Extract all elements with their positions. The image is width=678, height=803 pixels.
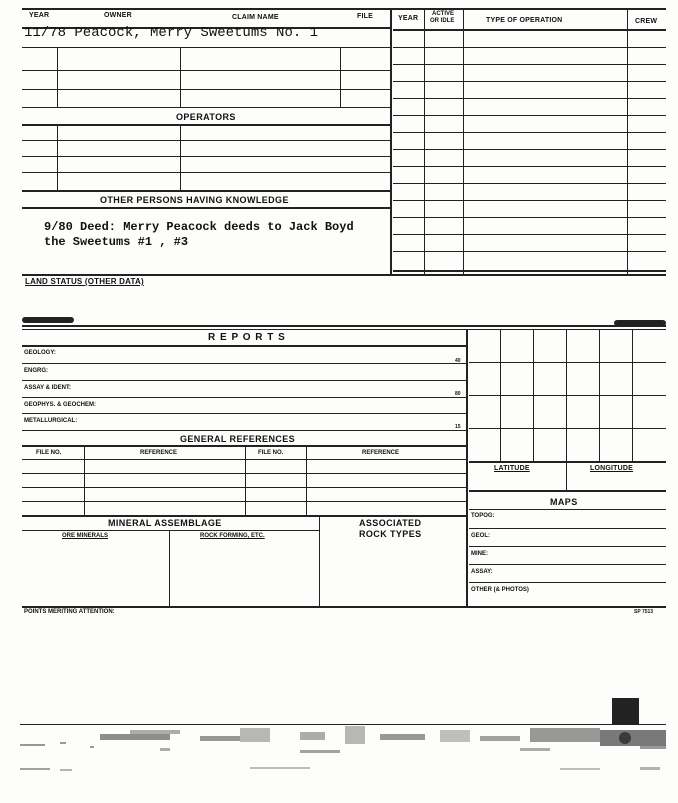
other-persons-note-2: the Sweetums #1 , #3 [44,235,189,249]
rule [469,528,666,529]
scan-line [20,724,666,725]
maps-geol: GEOL: [471,533,490,539]
col-divider [169,530,170,606]
ink-smudge [22,317,74,323]
rule [22,430,466,431]
rule [22,515,466,517]
col-divider [57,47,58,107]
col-type-of-operation: TYPE OF OPERATION [486,17,563,24]
latitude-label: LATITUDE [494,465,530,472]
top-section-bottom-rule [22,274,666,276]
report-num: 15 [455,424,461,430]
col-crew: CREW [635,18,658,25]
rule [469,490,666,492]
rule [393,98,666,99]
mineral-assemblage-title: MINERAL ASSEMBLAGE [108,518,222,528]
other-persons-note-1: 9/80 Deed: Merry Peacock deeds to Jack Boyd [44,220,354,234]
rule [22,172,390,173]
scan-blotch [612,698,639,724]
report-assay: ASSAY & IDENT: [24,385,72,391]
col-file-no: FILE NO. [258,450,284,456]
scan-noise [0,726,678,766]
rule [393,200,666,201]
rule [393,270,666,272]
general-references-title: GENERAL REFERENCES [180,434,296,444]
report-engrg: ENGRG: [24,368,48,374]
col-divider [84,445,85,515]
col-reference: REFERENCE [362,450,400,456]
form-number: SP 7513 [634,609,654,615]
rule [22,530,319,531]
other-persons-rule [22,207,390,209]
rule [22,363,466,364]
middle-top-rule-thin [22,329,666,330]
grid-row [469,461,666,463]
col-divider [319,515,320,606]
report-num: 40 [455,358,461,364]
report-geology: GEOLOGY: [24,350,56,356]
rule [469,564,666,565]
middle-bottom-rule [22,606,666,608]
rule [22,47,390,48]
rule [393,47,666,48]
col-divider [57,124,58,190]
maps-assay: ASSAY: [471,569,493,575]
rule [393,166,666,167]
rule [393,81,666,82]
rule [22,473,466,474]
top-border [22,8,666,10]
rule [393,115,666,116]
rule [22,140,390,141]
other-persons-label: OTHER PERSONS HAVING KNOWLEDGE [100,195,289,205]
grid-row [469,428,666,429]
col-file-no: FILE NO. [36,450,62,456]
col-active: ACTIVE [432,11,455,17]
rule [22,107,390,108]
operators-rule [22,124,390,126]
rule [22,190,390,192]
report-num: 80 [455,391,461,397]
rule [22,501,466,502]
col-divider [180,124,181,190]
rule [22,487,466,488]
maps-other: OTHER (& PHOTOS) [471,587,529,593]
col-divider [245,445,246,515]
associated-rock-types-2: ROCK TYPES [359,529,422,539]
grid-col [566,329,567,490]
rule [22,459,466,460]
rule [393,234,666,235]
rule [22,445,466,447]
maps-topog: TOPOG: [471,513,495,519]
rule [22,380,466,381]
header-rule-right [393,29,666,31]
middle-top-rule [22,325,666,327]
associated-rock-types-1: ASSOCIATED [359,518,422,528]
operators-label: OPERATORS [176,112,236,122]
rule [469,582,666,583]
grid-row [469,362,666,363]
rule [22,70,390,71]
rule [393,217,666,218]
scan-noise [0,764,678,778]
col-divider [340,47,341,107]
longitude-label: LONGITUDE [590,465,634,472]
maps-mine: MINE: [471,551,488,557]
rule [469,509,666,510]
rule [22,156,390,157]
rule [393,183,666,184]
col-divider [180,47,181,107]
rule [22,413,466,414]
col-rock-forming: ROCK FORMING, ETC. [200,533,265,539]
col-reference: REFERENCE [140,450,178,456]
rule [22,89,390,90]
rule [393,132,666,133]
rule [393,64,666,65]
right-column-border [390,8,392,274]
col-owner: OWNER [104,12,132,19]
report-geophys: GEOPHYS. & GEOCHEM: [24,402,97,408]
land-status-label: LAND STATUS (OTHER DATA) [25,277,144,286]
col-ore-minerals: ORE MINERALS [62,533,109,539]
col-year: YEAR [29,12,50,19]
rule [22,345,466,347]
points-meriting-attention: POINTS MERITING ATTENTION: [24,609,115,615]
rule [393,149,666,150]
reports-title: R E P O R T S [208,332,286,343]
entry-row-1: 11/78 Peacock, Merry Sweetums No. 1 [24,25,319,41]
maps-title: MAPS [550,497,578,507]
col-or-idle: OR IDLE [430,18,455,24]
rule [393,251,666,252]
rule [22,397,466,398]
col-claim-name: CLAIM NAME [232,14,279,21]
grid-row [469,395,666,396]
col-year-right: YEAR [398,15,419,22]
rule [469,546,666,547]
report-metallurgical: METALLURGICAL: [24,418,78,424]
right-panel-border [466,329,468,606]
col-file: FILE [357,13,373,20]
col-divider [306,445,307,515]
